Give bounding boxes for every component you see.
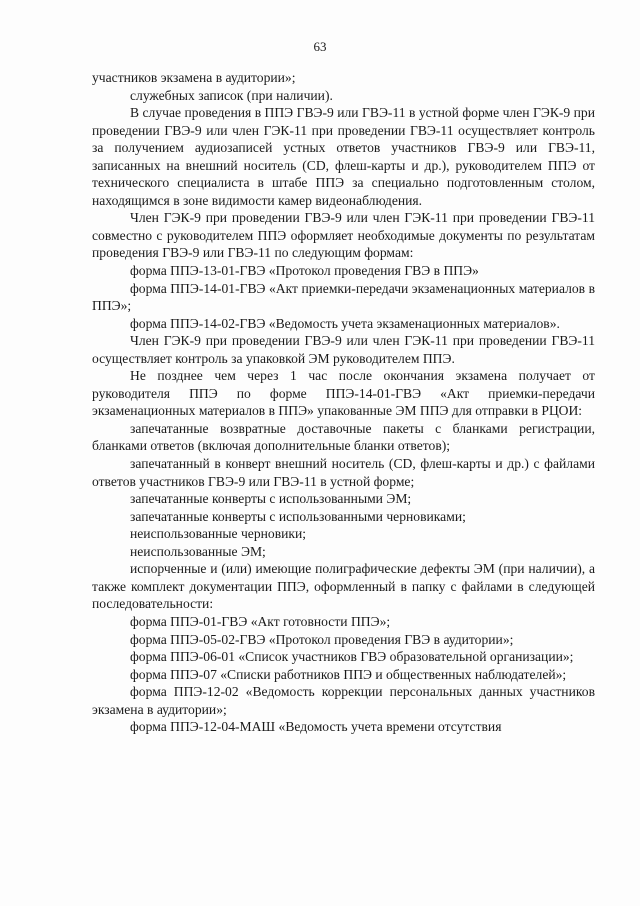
paragraph: неиспользованные черновики;: [130, 526, 307, 542]
paragraph: форма ППЭ-13-01-ГВЭ «Протокол проведения ГВЭ в ППЭ»: [130, 263, 479, 279]
paragraph: Член ГЭК-9 при проведении ГВЭ-9 или член ГЭК-11 при проведении ГВЭ-11 осуществляет контроль за упаковкой ЭМ руководителем ППЭ.: [92, 333, 595, 366]
paragraph: форма ППЭ-12-02 «Ведомость коррекции персональных данных участников экзамена в аудитории»;: [92, 684, 595, 717]
paragraph: форма ППЭ-07 «Списки работников ППЭ и общественных наблюдателей»;: [130, 666, 567, 682]
paragraph: запечатанные конверты с использованными черновиками;: [130, 508, 466, 524]
paragraph: неиспользованные ЭМ;: [130, 543, 266, 559]
paragraph: форма ППЭ-12-04-МАШ «Ведомость учета времени отсутствия: [130, 719, 502, 735]
paragraph: форма ППЭ-14-02-ГВЭ «Ведомость учета экзаменационных материалов».: [130, 315, 560, 331]
paragraph: запечатанные возвратные доставочные пакеты с бланками регистрации, бланками ответов (включая дополнительные бланки ответов);: [92, 420, 595, 454]
paragraph: форма ППЭ-05-02-ГВЭ «Протокол проведения ГВЭ в аудитории»;: [130, 631, 514, 647]
document-body: [92, 69, 595, 736]
paragraph: форма ППЭ-01-ГВЭ «Акт готовности ППЭ»;: [130, 613, 391, 629]
paragraph: В случае проведения в ППЭ ГВЭ-9 или ГВЭ-11 в устной форме член ГЭК-9 при проведении ГВЭ-9 или член ГЭК-11 при проведении ГВЭ-11 осуществляет контроль за получением аудиозаписей устных ответов участников ГВЭ-9 или ГВЭ-11, записанных на внешний носитель (CD, флеш-карты и др.), руководителем ППЭ от технического специалиста в штабе ППЭ за специально подготовленным столом, находящимся в зоне видимости камер видеонаблюдения.: [92, 105, 595, 208]
paragraph: форма ППЭ-06-01 «Список участников ГВЭ образовательной организации»;: [130, 649, 574, 665]
paragraph: запечатанный в конверт внешний носитель (CD, флеш-карты и др.) с файлами ответов участников ГВЭ-9 или ГВЭ-11 в устной форме;: [92, 456, 595, 489]
page-number: 63: [313, 39, 327, 54]
paragraph: испорченные и (или) имеющие полиграфические дефекты ЭМ (при наличии), а также комплект документации ППЭ, оформленный в папку с файлами в следующей последовательности:: [92, 561, 595, 612]
paragraph: служебных записок (при наличии).: [130, 87, 333, 103]
paragraph: участников экзамена в аудитории»;: [92, 70, 296, 85]
paragraph: Не позднее чем через 1 час после окончания экзамена получает от руководителя ППЭ по форме ППЭ-14-01-ГВЭ «Акт приемки-передачи экзаменационных материалов в ППЭ» упакованные ЭМ ППЭ для отправки в РЦОИ:: [92, 368, 595, 419]
paragraph: форма ППЭ-14-01-ГВЭ «Акт приемки-передачи экзаменационных материалов в ППЭ»;: [92, 280, 595, 314]
paragraph: запечатанные конверты с использованными ЭМ;: [130, 491, 412, 507]
paragraph: Член ГЭК-9 при проведении ГВЭ-9 или член ГЭК-11 при проведении ГВЭ-11 совместно с руководителем ППЭ оформляет необходимые документы по результатам проведения ГВЭ-9 или ГВЭ-11 по следующим формам:: [92, 210, 595, 261]
